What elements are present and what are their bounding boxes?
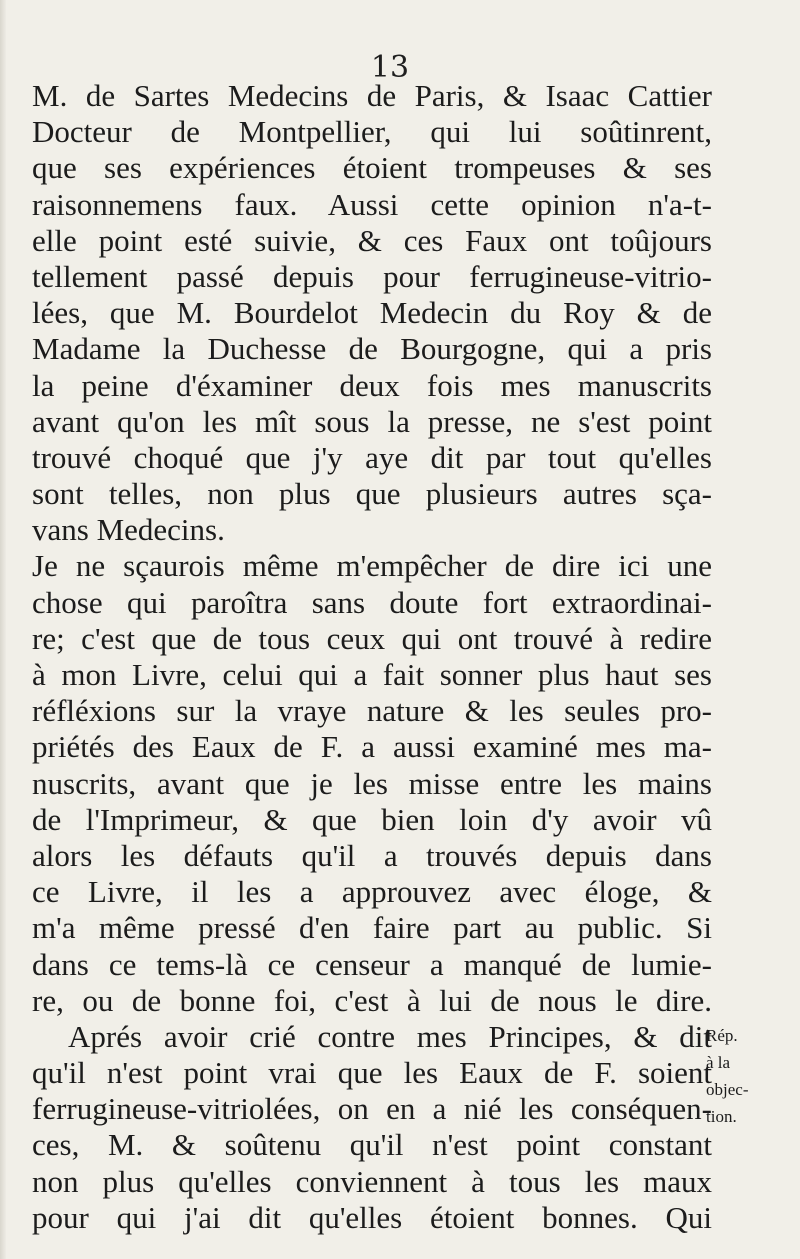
text-line-8: Madame la Duchesse de Bourgogne, qui a pris [32, 331, 712, 367]
page-spine-shadow [0, 0, 6, 1259]
text-line-11: trouvé choqué que j'y aye dit par tout qu'elles [32, 439, 712, 475]
text-line-2: Docteur de Montpellier, qui lui soûtinrent, [32, 114, 712, 150]
page-number: 13 [370, 50, 410, 85]
text-line-26: re, ou de bonne foi, c'est à lui de nous le dire. [32, 982, 712, 1018]
text-line-28: qu'il n'est point vrai que les Eaux de F. soient [32, 1055, 712, 1091]
text-line-14: Je ne sçaurois même m'empêcher de dire ici une [32, 548, 712, 584]
text-line-22: alors les défauts qu'il a trouvés depuis dans [32, 837, 712, 873]
text-line-21: de l'Imprimeur, & que bien loin d'y avoir vû [32, 801, 712, 837]
text-line-10: avant qu'on les mît sous la presse, ne s'est point [32, 403, 712, 439]
text-line-5: elle point esté suivie, & ces Faux ont toûjours [32, 222, 712, 258]
text-line-7: lées, que M. Bourdelot Medecin du Roy & de [32, 295, 712, 331]
text-line-30: ces, M. & soûtenu qu'il n'est point constant [32, 1127, 712, 1163]
text-line-27: Aprés avoir crié contre mes Principes, & dit [68, 1018, 712, 1054]
text-line-3: que ses expériences étoient trompeuses & ses [32, 150, 712, 186]
text-line-25: dans ce tems-là ce censeur a manqué de lumie- [32, 946, 712, 982]
text-line-6: tellement passé depuis pour ferrugineuse-vitrio- [32, 258, 712, 294]
margin-note [706, 1022, 792, 1130]
margin-note-line-2: à la [706, 1053, 731, 1072]
text-line-1: M. de Sartes Medecins de Paris, & Isaac Cattier [32, 78, 712, 113]
margin-note-line-3: objec- [706, 1080, 749, 1099]
body-text [32, 78, 712, 1236]
text-line-31: non plus qu'elles conviennent à tous les maux [32, 1163, 712, 1199]
text-line-29: ferrugineuse-vitriolées, on en a nié les conséquen- [32, 1091, 712, 1127]
text-line-15: chose qui paroîtra sans doute fort extraordinai- [32, 584, 712, 620]
text-line-32: pour qui j'ai dit qu'elles étoient bonnes. Qui [32, 1199, 712, 1235]
text-line-18: réfléxions sur la vraye nature & les seules pro- [32, 693, 712, 729]
text-line-19: priétés des Eaux de F. a aussi examiné mes ma- [32, 729, 712, 765]
text-line-20: nuscrits, avant que je les misse entre les mains [32, 765, 712, 801]
text-line-17: à mon Livre, celui qui a fait sonner plus haut ses [32, 657, 712, 692]
text-line-16: re; c'est que de tous ceux qui ont trouvé à redire [32, 620, 712, 656]
text-line-13: vans Medecins. [32, 512, 225, 548]
text-line-23: ce Livre, il les a approuvez avec éloge, & [32, 874, 712, 910]
text-line-12: sont telles, non plus que plusieurs autres sça- [32, 476, 712, 512]
margin-note-line-4: tion. [706, 1107, 737, 1126]
margin-note-line-1: Rép. [706, 1026, 738, 1045]
text-line-24: m'a même pressé d'en faire part au public. Si [32, 910, 712, 946]
text-line-9: la peine d'éxaminer deux fois mes manuscrits [32, 367, 712, 403]
text-line-4: raisonnemens faux. Aussi cette opinion n'a-t- [32, 186, 712, 222]
